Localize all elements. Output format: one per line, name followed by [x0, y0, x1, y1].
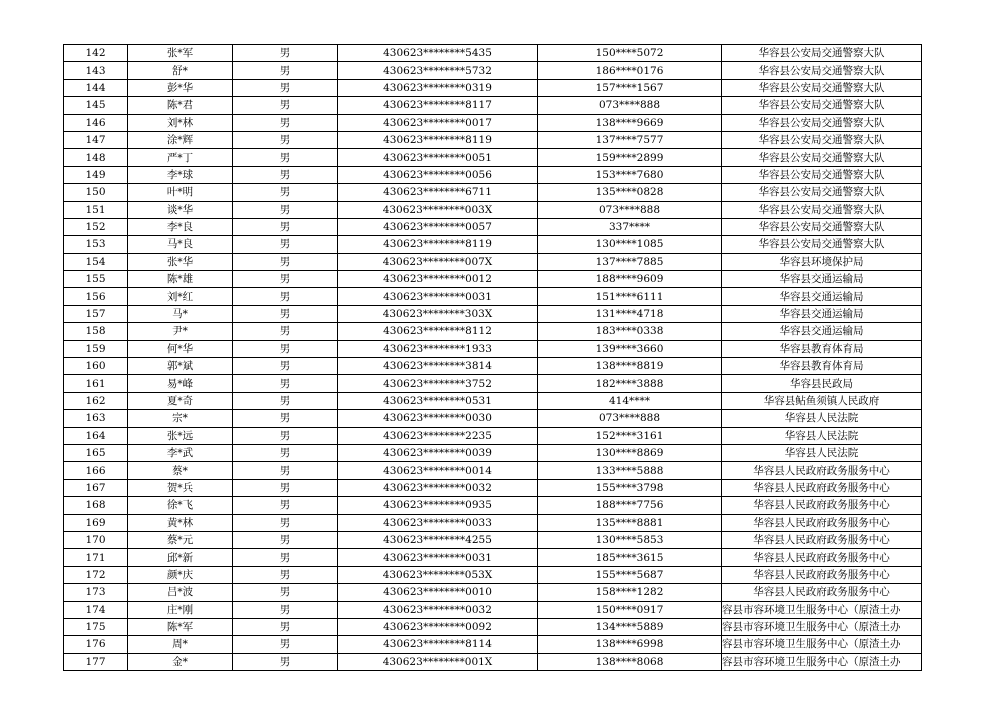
cell-id-number: 430623********8119 [338, 236, 538, 253]
cell-gender: 男 [233, 62, 338, 79]
cell-unit: 华容县交通运输局 [722, 323, 922, 340]
cell-name: 叶*明 [128, 184, 233, 201]
cell-number: 160 [64, 358, 128, 375]
cell-name: 陈*君 [128, 97, 233, 114]
cell-id-number: 430623********0057 [338, 218, 538, 235]
cell-gender: 男 [233, 392, 338, 409]
cell-id-number: 430623********0031 [338, 549, 538, 566]
cell-name: 严*丁 [128, 149, 233, 166]
cell-phone: 155****5687 [538, 566, 722, 583]
cell-id-number: 430623********8114 [338, 636, 538, 653]
cell-name: 蔡* [128, 462, 233, 479]
cell-name: 舒* [128, 62, 233, 79]
cell-phone: 150****5072 [538, 45, 722, 62]
cell-number: 174 [64, 601, 128, 618]
cell-gender: 男 [233, 410, 338, 427]
cell-name: 黄*林 [128, 514, 233, 531]
cell-number: 155 [64, 271, 128, 288]
table-row [64, 584, 922, 601]
cell-unit: 华容县公安局交通警察大队 [722, 79, 922, 96]
table-row [64, 62, 922, 79]
cell-phone: 188****9609 [538, 271, 722, 288]
cell-phone: 130****8869 [538, 444, 722, 461]
cell-name: 金* [128, 653, 233, 670]
cell-gender: 男 [233, 131, 338, 148]
cell-phone: 153****7680 [538, 166, 722, 183]
cell-name: 张*军 [128, 45, 233, 62]
cell-phone: 414**** [538, 392, 722, 409]
cell-gender: 男 [233, 427, 338, 444]
cell-phone: 186****0176 [538, 62, 722, 79]
cell-phone: 073****888 [538, 410, 722, 427]
cell-unit: 华容县人民法院 [722, 444, 922, 461]
cell-id-number: 430623********003X [338, 201, 538, 218]
cell-phone: 133****5888 [538, 462, 722, 479]
cell-phone: 185****3615 [538, 549, 722, 566]
table-row [64, 549, 922, 566]
table-row [64, 340, 922, 357]
cell-phone: 135****8881 [538, 514, 722, 531]
table-row [64, 271, 922, 288]
cell-phone: 337**** [538, 218, 722, 235]
cell-phone: 188****7756 [538, 497, 722, 514]
cell-phone: 073****888 [538, 201, 722, 218]
cell-unit: 华容县公安局交通警察大队 [722, 62, 922, 79]
cell-name: 刘*林 [128, 114, 233, 131]
cell-phone: 152****3161 [538, 427, 722, 444]
cell-id-number: 430623********5435 [338, 45, 538, 62]
cell-number: 144 [64, 79, 128, 96]
cell-id-number: 430623********0017 [338, 114, 538, 131]
cell-unit: 华容县人民政府政务服务中心 [722, 479, 922, 496]
cell-id-number: 430623********0319 [338, 79, 538, 96]
cell-unit: 华容县交通运输局 [722, 288, 922, 305]
cell-number: 147 [64, 131, 128, 148]
cell-name: 涂*辉 [128, 131, 233, 148]
cell-unit: 华容县公安局交通警察大队 [722, 184, 922, 201]
cell-phone: 130****5853 [538, 531, 722, 548]
cell-phone: 150****0917 [538, 601, 722, 618]
cell-phone: 159****2899 [538, 149, 722, 166]
cell-id-number: 430623********053X [338, 566, 538, 583]
cell-unit: 华容县环境保护局 [722, 253, 922, 270]
cell-phone: 134****5889 [538, 618, 722, 635]
cell-gender: 男 [233, 601, 338, 618]
cell-gender: 男 [233, 618, 338, 635]
cell-unit: 华容县人民政府政务服务中心 [722, 514, 922, 531]
cell-number: 173 [64, 584, 128, 601]
cell-name: 蔡*元 [128, 531, 233, 548]
cell-gender: 男 [233, 114, 338, 131]
cell-number: 176 [64, 636, 128, 653]
cell-unit: 容县市容环境卫生服务中心（原渣土办 [722, 636, 922, 653]
cell-number: 157 [64, 305, 128, 322]
cell-phone: 138****6998 [538, 636, 722, 653]
cell-id-number: 430623********3752 [338, 375, 538, 392]
cell-id-number: 430623********0935 [338, 497, 538, 514]
table-row [64, 531, 922, 548]
cell-number: 159 [64, 340, 128, 357]
table-row [64, 410, 922, 427]
cell-gender: 男 [233, 79, 338, 96]
table-row [64, 131, 922, 148]
cell-name: 马*良 [128, 236, 233, 253]
cell-number: 167 [64, 479, 128, 496]
cell-phone: 182****3888 [538, 375, 722, 392]
cell-gender: 男 [233, 531, 338, 548]
table-row [64, 392, 922, 409]
cell-gender: 男 [233, 271, 338, 288]
cell-name: 李*球 [128, 166, 233, 183]
cell-name: 张*远 [128, 427, 233, 444]
cell-id-number: 430623********0051 [338, 149, 538, 166]
cell-name: 张*华 [128, 253, 233, 270]
cell-number: 170 [64, 531, 128, 548]
cell-number: 172 [64, 566, 128, 583]
cell-unit: 华容县公安局交通警察大队 [722, 149, 922, 166]
cell-number: 158 [64, 323, 128, 340]
cell-phone: 158****1282 [538, 584, 722, 601]
table-row [64, 79, 922, 96]
cell-gender: 男 [233, 340, 338, 357]
cell-number: 143 [64, 62, 128, 79]
cell-id-number: 430623********0031 [338, 288, 538, 305]
cell-phone: 151****6111 [538, 288, 722, 305]
cell-number: 142 [64, 45, 128, 62]
table-row [64, 462, 922, 479]
cell-name: 宗* [128, 410, 233, 427]
table-row [64, 236, 922, 253]
table-row [64, 114, 922, 131]
table-row [64, 253, 922, 270]
table-row [64, 479, 922, 496]
cell-number: 152 [64, 218, 128, 235]
cell-phone: 131****4718 [538, 305, 722, 322]
cell-id-number: 430623********0039 [338, 444, 538, 461]
cell-unit: 华容县人民政府政务服务中心 [722, 497, 922, 514]
cell-name: 何*华 [128, 340, 233, 357]
cell-unit: 容县市容环境卫生服务中心（原渣土办 [722, 601, 922, 618]
table-row [64, 358, 922, 375]
table-row [64, 218, 922, 235]
cell-number: 169 [64, 514, 128, 531]
cell-id-number: 430623********0531 [338, 392, 538, 409]
cell-id-number: 430623********4255 [338, 531, 538, 548]
table-row [64, 184, 922, 201]
table-row [64, 305, 922, 322]
table-row [64, 323, 922, 340]
cell-unit: 华容县公安局交通警察大队 [722, 166, 922, 183]
cell-id-number: 430623********0010 [338, 584, 538, 601]
table-row [64, 514, 922, 531]
cell-gender: 男 [233, 253, 338, 270]
cell-name: 颜*庆 [128, 566, 233, 583]
cell-number: 168 [64, 497, 128, 514]
cell-unit: 华容县民政局 [722, 375, 922, 392]
table-row [64, 166, 922, 183]
cell-id-number: 430623********0033 [338, 514, 538, 531]
table-row [64, 201, 922, 218]
cell-id-number: 430623********007X [338, 253, 538, 270]
cell-number: 149 [64, 166, 128, 183]
roster-table [63, 44, 922, 671]
cell-gender: 男 [233, 288, 338, 305]
cell-unit: 华容县交通运输局 [722, 305, 922, 322]
cell-number: 171 [64, 549, 128, 566]
cell-number: 146 [64, 114, 128, 131]
cell-number: 166 [64, 462, 128, 479]
cell-id-number: 430623********1933 [338, 340, 538, 357]
cell-gender: 男 [233, 45, 338, 62]
cell-number: 148 [64, 149, 128, 166]
cell-unit: 华容县人民政府政务服务中心 [722, 531, 922, 548]
cell-id-number: 430623********6711 [338, 184, 538, 201]
cell-gender: 男 [233, 305, 338, 322]
table-row [64, 618, 922, 635]
cell-phone: 135****0828 [538, 184, 722, 201]
cell-unit: 华容县公安局交通警察大队 [722, 97, 922, 114]
cell-unit: 华容县鲇鱼须镇人民政府 [722, 392, 922, 409]
cell-number: 161 [64, 375, 128, 392]
cell-phone: 138****8068 [538, 653, 722, 670]
table-row [64, 566, 922, 583]
table-row [64, 375, 922, 392]
cell-gender: 男 [233, 358, 338, 375]
cell-number: 156 [64, 288, 128, 305]
cell-gender: 男 [233, 166, 338, 183]
cell-gender: 男 [233, 514, 338, 531]
cell-gender: 男 [233, 566, 338, 583]
cell-id-number: 430623********001X [338, 653, 538, 670]
cell-gender: 男 [233, 184, 338, 201]
table-row [64, 636, 922, 653]
roster-table-body [64, 45, 922, 671]
cell-number: 163 [64, 410, 128, 427]
cell-unit: 华容县公安局交通警察大队 [722, 131, 922, 148]
cell-gender: 男 [233, 201, 338, 218]
cell-gender: 男 [233, 549, 338, 566]
cell-name: 刘*红 [128, 288, 233, 305]
cell-gender: 男 [233, 323, 338, 340]
cell-gender: 男 [233, 479, 338, 496]
cell-gender: 男 [233, 497, 338, 514]
table-row [64, 149, 922, 166]
cell-number: 153 [64, 236, 128, 253]
cell-id-number: 430623********5732 [338, 62, 538, 79]
cell-number: 154 [64, 253, 128, 270]
table-row [64, 427, 922, 444]
cell-id-number: 430623********0032 [338, 479, 538, 496]
cell-gender: 男 [233, 236, 338, 253]
cell-id-number: 430623********8112 [338, 323, 538, 340]
cell-phone: 138****9669 [538, 114, 722, 131]
cell-id-number: 430623********2235 [338, 427, 538, 444]
cell-number: 164 [64, 427, 128, 444]
cell-unit: 华容县公安局交通警察大队 [722, 218, 922, 235]
cell-unit: 华容县人民法院 [722, 427, 922, 444]
cell-unit: 华容县公安局交通警察大队 [722, 45, 922, 62]
cell-id-number: 430623********8119 [338, 131, 538, 148]
cell-phone: 130****1085 [538, 236, 722, 253]
cell-phone: 073****888 [538, 97, 722, 114]
table-row [64, 97, 922, 114]
cell-phone: 157****1567 [538, 79, 722, 96]
cell-unit: 容县市容环境卫生服务中心（原渣土办 [722, 618, 922, 635]
cell-name: 徐*飞 [128, 497, 233, 514]
table-row [64, 497, 922, 514]
cell-id-number: 430623********0014 [338, 462, 538, 479]
cell-unit: 华容县交通运输局 [722, 271, 922, 288]
cell-name: 易*峰 [128, 375, 233, 392]
cell-name: 陈*军 [128, 618, 233, 635]
cell-number: 151 [64, 201, 128, 218]
cell-name: 谈*华 [128, 201, 233, 218]
cell-gender: 男 [233, 149, 338, 166]
cell-unit: 华容县人民政府政务服务中心 [722, 462, 922, 479]
cell-unit: 华容县公安局交通警察大队 [722, 201, 922, 218]
cell-name: 吕*波 [128, 584, 233, 601]
cell-gender: 男 [233, 375, 338, 392]
cell-id-number: 430623********8117 [338, 97, 538, 114]
cell-unit: 华容县教育体育局 [722, 340, 922, 357]
cell-number: 145 [64, 97, 128, 114]
cell-name: 夏*奇 [128, 392, 233, 409]
cell-id-number: 430623********0092 [338, 618, 538, 635]
cell-name: 邱*新 [128, 549, 233, 566]
cell-number: 165 [64, 444, 128, 461]
cell-phone: 138****8819 [538, 358, 722, 375]
cell-unit: 华容县公安局交通警察大队 [722, 236, 922, 253]
cell-gender: 男 [233, 636, 338, 653]
cell-unit: 华容县人民政府政务服务中心 [722, 549, 922, 566]
cell-phone: 155****3798 [538, 479, 722, 496]
cell-id-number: 430623********0030 [338, 410, 538, 427]
cell-number: 177 [64, 653, 128, 670]
cell-phone: 183****0338 [538, 323, 722, 340]
cell-number: 162 [64, 392, 128, 409]
cell-name: 李*良 [128, 218, 233, 235]
cell-gender: 男 [233, 218, 338, 235]
cell-name: 尹* [128, 323, 233, 340]
cell-number: 175 [64, 618, 128, 635]
cell-phone: 137****7885 [538, 253, 722, 270]
cell-name: 李*武 [128, 444, 233, 461]
table-row [64, 288, 922, 305]
cell-name: 贺*兵 [128, 479, 233, 496]
table-row [64, 653, 922, 670]
cell-phone: 137****7577 [538, 131, 722, 148]
cell-name: 马* [128, 305, 233, 322]
cell-phone: 139****3660 [538, 340, 722, 357]
cell-name: 郭*斌 [128, 358, 233, 375]
table-row [64, 601, 922, 618]
cell-name: 庄*刚 [128, 601, 233, 618]
table-row [64, 45, 922, 62]
cell-id-number: 430623********3814 [338, 358, 538, 375]
cell-id-number: 430623********0032 [338, 601, 538, 618]
cell-name: 周* [128, 636, 233, 653]
table-row [64, 444, 922, 461]
cell-name: 陈*雄 [128, 271, 233, 288]
cell-id-number: 430623********0056 [338, 166, 538, 183]
cell-gender: 男 [233, 584, 338, 601]
cell-gender: 男 [233, 97, 338, 114]
cell-gender: 男 [233, 462, 338, 479]
cell-id-number: 430623********0012 [338, 271, 538, 288]
cell-gender: 男 [233, 444, 338, 461]
cell-unit: 华容县人民法院 [722, 410, 922, 427]
cell-id-number: 430623********303X [338, 305, 538, 322]
cell-unit: 华容县教育体育局 [722, 358, 922, 375]
cell-unit: 华容县人民政府政务服务中心 [722, 566, 922, 583]
cell-name: 彭*华 [128, 79, 233, 96]
cell-unit: 华容县人民政府政务服务中心 [722, 584, 922, 601]
cell-number: 150 [64, 184, 128, 201]
cell-unit: 华容县公安局交通警察大队 [722, 114, 922, 131]
cell-unit: 容县市容环境卫生服务中心（原渣土办 [722, 653, 922, 670]
cell-gender: 男 [233, 653, 338, 670]
